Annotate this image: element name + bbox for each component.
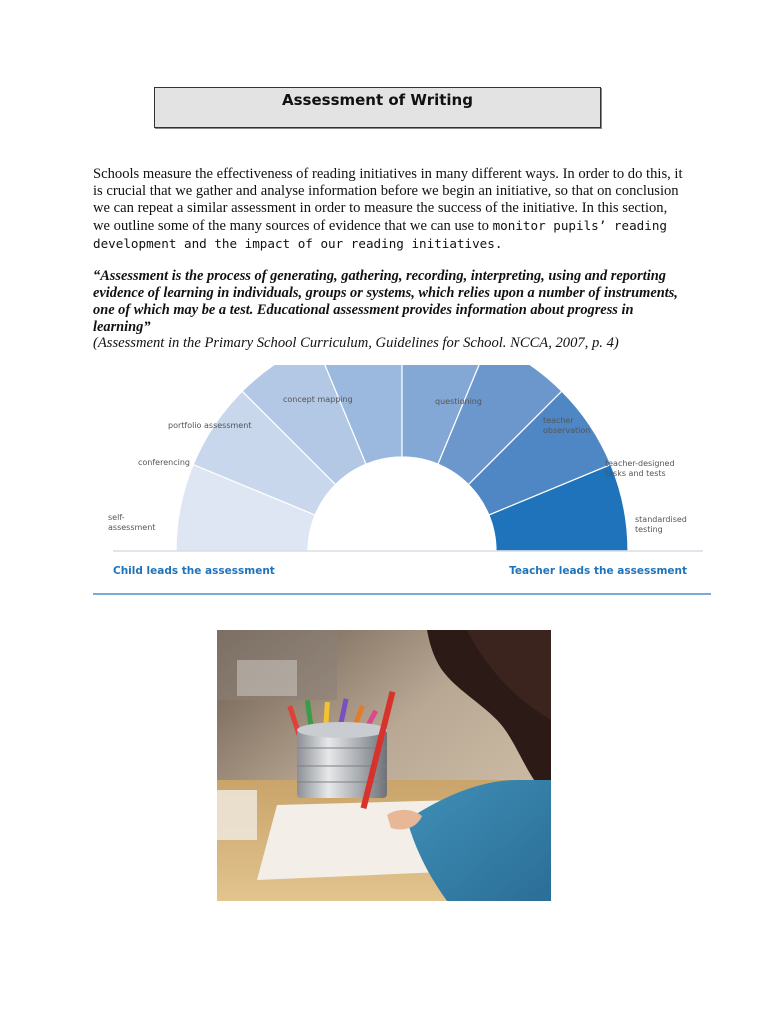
arc-segment-label: concept mapping	[283, 395, 353, 404]
assessment-arc	[93, 365, 711, 595]
arc-segment-label: portfolio assessment	[168, 421, 252, 430]
intro-paragraph	[93, 166, 683, 253]
arc-segment-label: standardised testing	[635, 515, 687, 534]
assessment-spectrum-diagram	[93, 365, 711, 595]
teacher-leads-caption: Teacher leads the assessment	[509, 565, 687, 577]
intro-text: Schools measure the effectiveness of reading initiatives in many different ways. In order to do this, it is crucial that we gather and analyse information before we begin an initiative, so that on conclusion we can repeat a similar assessment in order to measure the success of the initiative. In this section, we outline some of the many sources of evidence that we can use to	[93, 166, 683, 234]
arc-segment-label: teacher observation	[543, 416, 591, 435]
title-box	[154, 87, 601, 128]
child-leads-caption: Child leads the assessment	[113, 565, 275, 577]
classroom-photo	[217, 630, 551, 901]
arc-segment-label: self-assessment	[108, 513, 156, 532]
intro-tail: monitor pupils’ reading development and the impact of our reading initiatives.	[93, 218, 667, 251]
arc-segment-label: teacher-designed tasks and tests	[605, 459, 675, 478]
assessment-quote: “Assessment is the process of generating, gathering, recording, interpreting, using and reporting evidence of learning in individuals, groups or systems, which relies upon a number of instruments, one of which may be a test. Educational assessment provides information about progress in learning”	[93, 268, 678, 335]
page-title: Assessment of Writing	[282, 91, 473, 109]
arc-segment-label: questioning	[435, 397, 482, 406]
child-writing-image	[217, 630, 551, 901]
quote-citation: (Assessment in the Primary School Curriculum, Guidelines for School. NCCA, 2007, p. 4)	[93, 335, 619, 351]
arc-segment-label: conferencing	[138, 458, 190, 467]
